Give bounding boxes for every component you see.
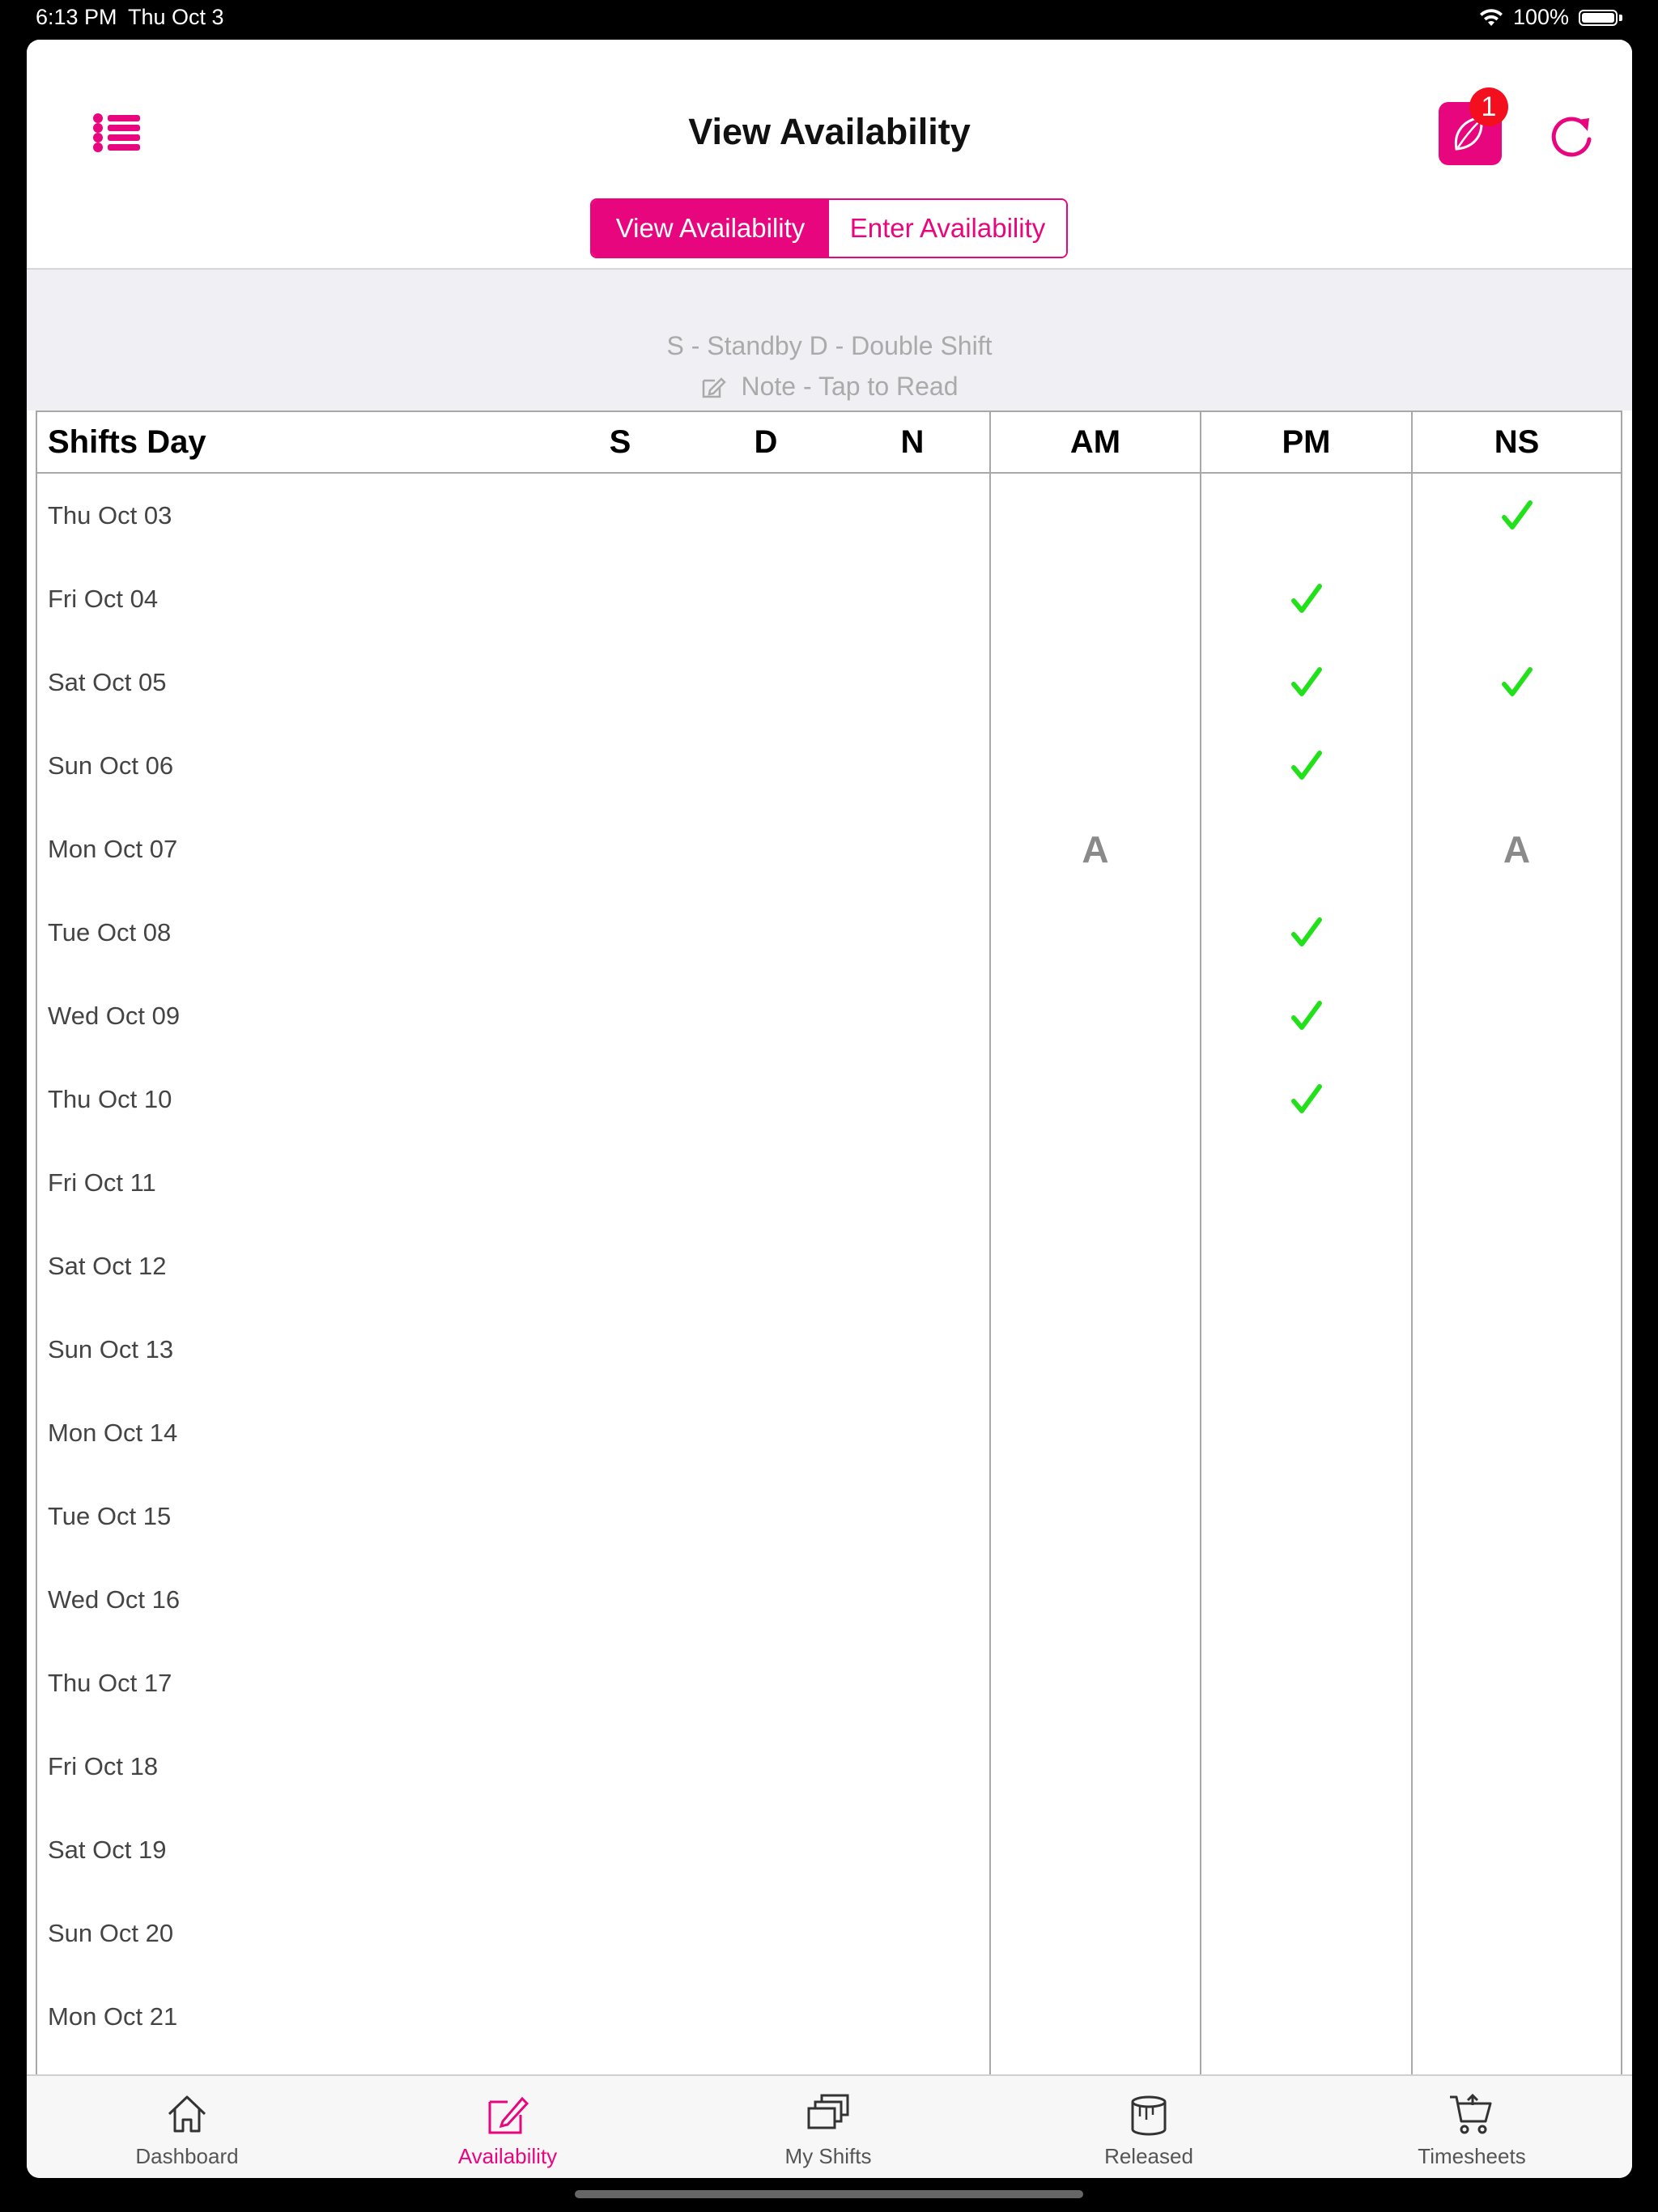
availability-table [36, 410, 1622, 2114]
table-row[interactable] [37, 1891, 1621, 1975]
status-right [1479, 5, 1622, 30]
checkmark-icon [1413, 640, 1621, 724]
row-day-label: Tue Oct 08 [48, 918, 172, 946]
note-edit-icon [700, 374, 726, 400]
checkmark-icon [1413, 474, 1621, 557]
app-sheet [27, 40, 1632, 2178]
header-ns: NS [1494, 424, 1540, 460]
table-row[interactable] [37, 474, 1621, 557]
tab-dashboard[interactable] [27, 2076, 347, 2178]
wifi-icon [1479, 8, 1503, 28]
refresh-button[interactable] [1545, 110, 1597, 162]
row-day-label: Fri Oct 04 [48, 585, 159, 613]
bucket-icon [1129, 2092, 1169, 2138]
table-row[interactable] [37, 1308, 1621, 1391]
checkmark-icon [1201, 640, 1411, 724]
segment-enter-availability[interactable]: Enter Availability [829, 200, 1066, 257]
table-row[interactable] [37, 1391, 1621, 1474]
table-row[interactable] [37, 1057, 1621, 1141]
checkmark-icon [1201, 1057, 1411, 1141]
row-day-label: Sun Oct 06 [48, 751, 174, 780]
row-day-label: Thu Oct 03 [48, 501, 172, 530]
row-day-label: Mon Oct 07 [48, 835, 178, 863]
row-day-label: Thu Oct 10 [48, 1085, 172, 1113]
page-title: View Availability [688, 111, 971, 152]
edit-icon [485, 2092, 530, 2138]
note-link[interactable] [27, 372, 1632, 402]
tab-label: Released [1104, 2144, 1193, 2168]
row-day-label: Fri Oct 11 [48, 1168, 156, 1197]
status-letter: A [1503, 827, 1531, 870]
refresh-icon [1545, 110, 1597, 162]
cart-icon [1448, 2092, 1495, 2136]
table-row[interactable] [37, 724, 1621, 807]
header-s: S [609, 424, 631, 460]
tab-label: Timesheets [1418, 2144, 1526, 2168]
battery-icon [1579, 10, 1618, 26]
row-day-label: Sat Oct 12 [48, 1252, 167, 1280]
table-row[interactable] [37, 557, 1621, 640]
legend-text: S - Standby D - Double Shift [666, 331, 993, 360]
row-day-label: Thu Oct 17 [48, 1669, 172, 1697]
table-row[interactable] [37, 891, 1621, 974]
row-day-label: Wed Oct 09 [48, 1002, 181, 1030]
status-date: Thu Oct 3 [128, 5, 224, 29]
header-shifts-day: Shifts Day [48, 424, 206, 460]
header-n: N [900, 424, 925, 460]
row-day-label: Sun Oct 13 [48, 1335, 174, 1363]
table-row[interactable] [37, 1808, 1621, 1891]
tab-released[interactable] [988, 2076, 1309, 2178]
table-row[interactable] [37, 1474, 1621, 1558]
header-pm: PM [1282, 424, 1331, 460]
note-label: Note - Tap to Read [741, 372, 959, 401]
row-day-label: Sun Oct 20 [48, 1919, 174, 1947]
status-am-text [991, 807, 1200, 891]
table-row[interactable] [37, 1558, 1621, 1641]
checkmark-icon [1201, 974, 1411, 1057]
table-row[interactable] [37, 807, 1621, 891]
table-row[interactable] [37, 1975, 1621, 2058]
table-row[interactable] [37, 974, 1621, 1057]
checkmark-icon [1201, 557, 1411, 640]
row-day-label: Fri Oct 18 [48, 1752, 159, 1780]
row-day-label: Mon Oct 21 [48, 2002, 178, 2031]
row-day-label: Sat Oct 19 [48, 1836, 167, 1864]
status-ns-text [1413, 807, 1621, 891]
row-day-label: Mon Oct 14 [48, 1419, 178, 1447]
checkmark-icon [1201, 724, 1411, 807]
status-bar [0, 0, 1658, 39]
row-day-label: Wed Oct 16 [48, 1585, 181, 1614]
view-mode-segmented-control [590, 198, 1068, 258]
table-row[interactable] [37, 1725, 1621, 1808]
header-d: D [754, 424, 778, 460]
tab-timesheets[interactable] [1312, 2076, 1632, 2178]
tab-label: Dashboard [135, 2144, 239, 2168]
checkmark-icon [1201, 891, 1411, 974]
row-day-label: Sat Oct 05 [48, 668, 167, 696]
tab-label: My Shifts [784, 2144, 872, 2168]
header [27, 40, 1632, 270]
tab-my-shifts[interactable] [668, 2076, 988, 2178]
notification-badge: 1 [1469, 87, 1508, 126]
table-row[interactable] [37, 1141, 1621, 1224]
tab-label: Availability [457, 2144, 558, 2168]
header-am: AM [1069, 424, 1121, 460]
battery-tip [1619, 15, 1622, 21]
status-letter: A [1082, 827, 1109, 870]
table-row[interactable] [37, 1641, 1621, 1725]
segment-view-availability[interactable]: View Availability [592, 200, 829, 257]
tab-availability[interactable] [347, 2076, 668, 2178]
home-indicator[interactable] [575, 2190, 1083, 2198]
table-row[interactable] [37, 640, 1621, 724]
home-icon [165, 2092, 209, 2136]
row-day-label: Tue Oct 15 [48, 1502, 172, 1530]
tab-bar [27, 2074, 1632, 2178]
table-row[interactable] [37, 1224, 1621, 1308]
battery-percent: 100% [1512, 5, 1569, 29]
stack-icon [806, 2092, 851, 2134]
status-time: 6:13 PM [36, 5, 117, 29]
